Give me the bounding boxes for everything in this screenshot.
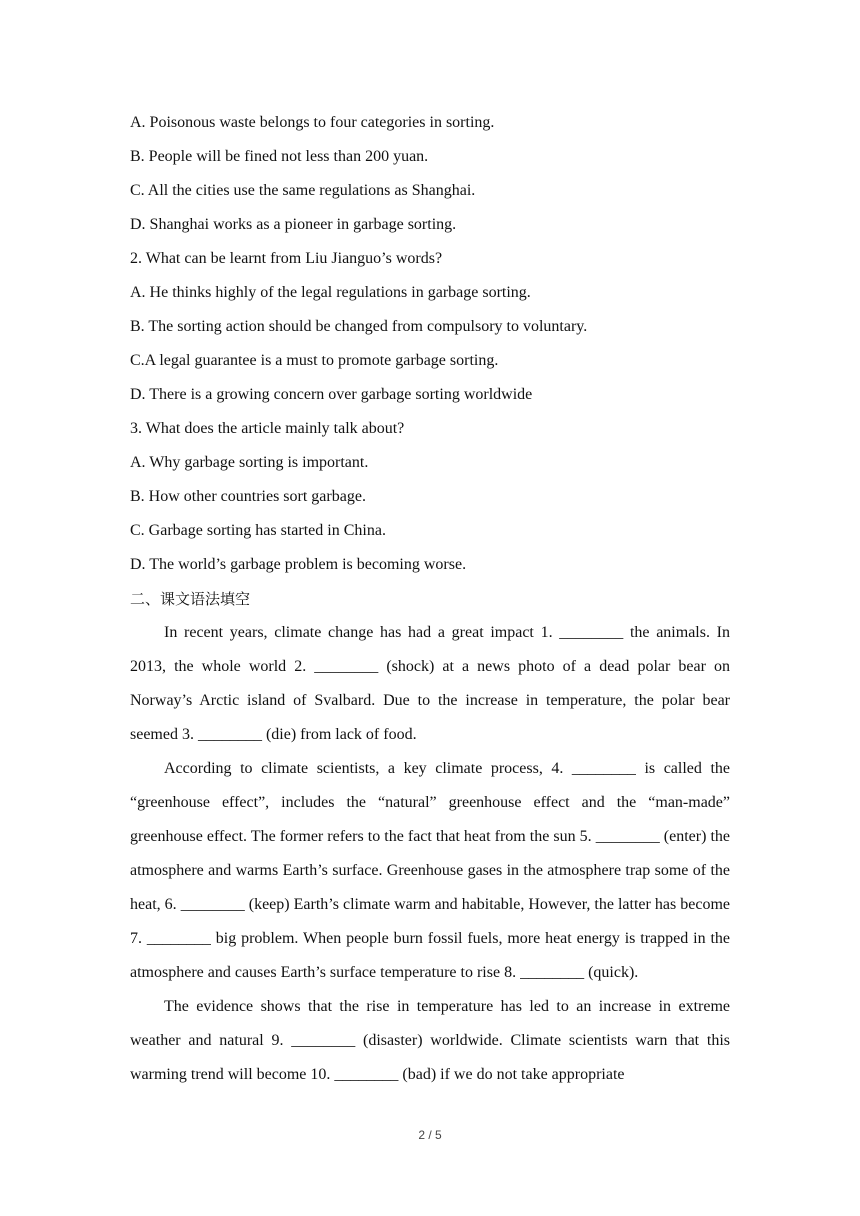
question-2: 2. What can be learnt from Liu Jianguo’s words? (130, 250, 443, 267)
question-3: 3. What does the article mainly talk about? (130, 420, 405, 437)
q2-option-b: B. The sorting action should be changed from compulsory to voluntary. (130, 318, 588, 335)
q2-option-a: A. He thinks highly of the legal regulations in garbage sorting. (130, 284, 531, 301)
q2-option-c: C.A legal guarantee is a must to promote garbage sorting. (130, 352, 499, 369)
q1-option-b: B. People will be fined not less than 200 yuan. (130, 148, 429, 165)
paragraph-2: According to climate scientists, a key climate process, 4. ________ is called the “greenhouse effect”, includes the “natural” greenhouse effect and the “man-made” greenhouse effect. The former refers to the fact that heat from the sun 5. ________ (enter) the atmosphere and warms Earth’s surface. Greenhouse gases in the atmosphere trap some of the heat, 6. ________ (keep) Earth’s climate warm and habitable, However, the latter has become 7. ________ big problem. When people burn fossil fuels, more heat energy is trapped in the atmosphere and causes Earth’s surface temperature to rise 8. ________ (quick). (130, 760, 730, 981)
paragraph-1: In recent years, climate change has had a great impact 1. ________ the animals. In 2013, the whole world 2. ________ (shock) at a news photo of a dead polar bear on Norway’s Arctic island of Svalbard. Due to the increase in temperature, the polar bear seemed 3. ________ (die) from lack of food. (130, 624, 730, 743)
document-page (130, 106, 730, 1092)
page-number: 2 / 5 (418, 1128, 442, 1142)
q1-option-c: C. All the cities use the same regulations as Shanghai. (130, 182, 476, 199)
q3-option-d: D. The world’s garbage problem is becoming worse. (130, 556, 467, 573)
paragraph-3: The evidence shows that the rise in temperature has led to an increase in extreme weather and natural 9. ________ (disaster) worldwide. Climate scientists warn that this warming trend will become 10. ________ (bad) if we do not take appropriate (130, 998, 730, 1083)
q2-option-d: D. There is a growing concern over garbage sorting worldwide (130, 386, 533, 403)
q1-option-d: D. Shanghai works as a pioneer in garbage sorting. (130, 216, 457, 233)
q3-option-a: A. Why garbage sorting is important. (130, 454, 369, 471)
q3-option-b: B. How other countries sort garbage. (130, 488, 366, 505)
q1-option-a: A. Poisonous waste belongs to four categories in sorting. (130, 114, 495, 131)
section-heading: 二、课文语法填空 (130, 590, 251, 608)
q3-option-c: C. Garbage sorting has started in China. (130, 522, 386, 539)
